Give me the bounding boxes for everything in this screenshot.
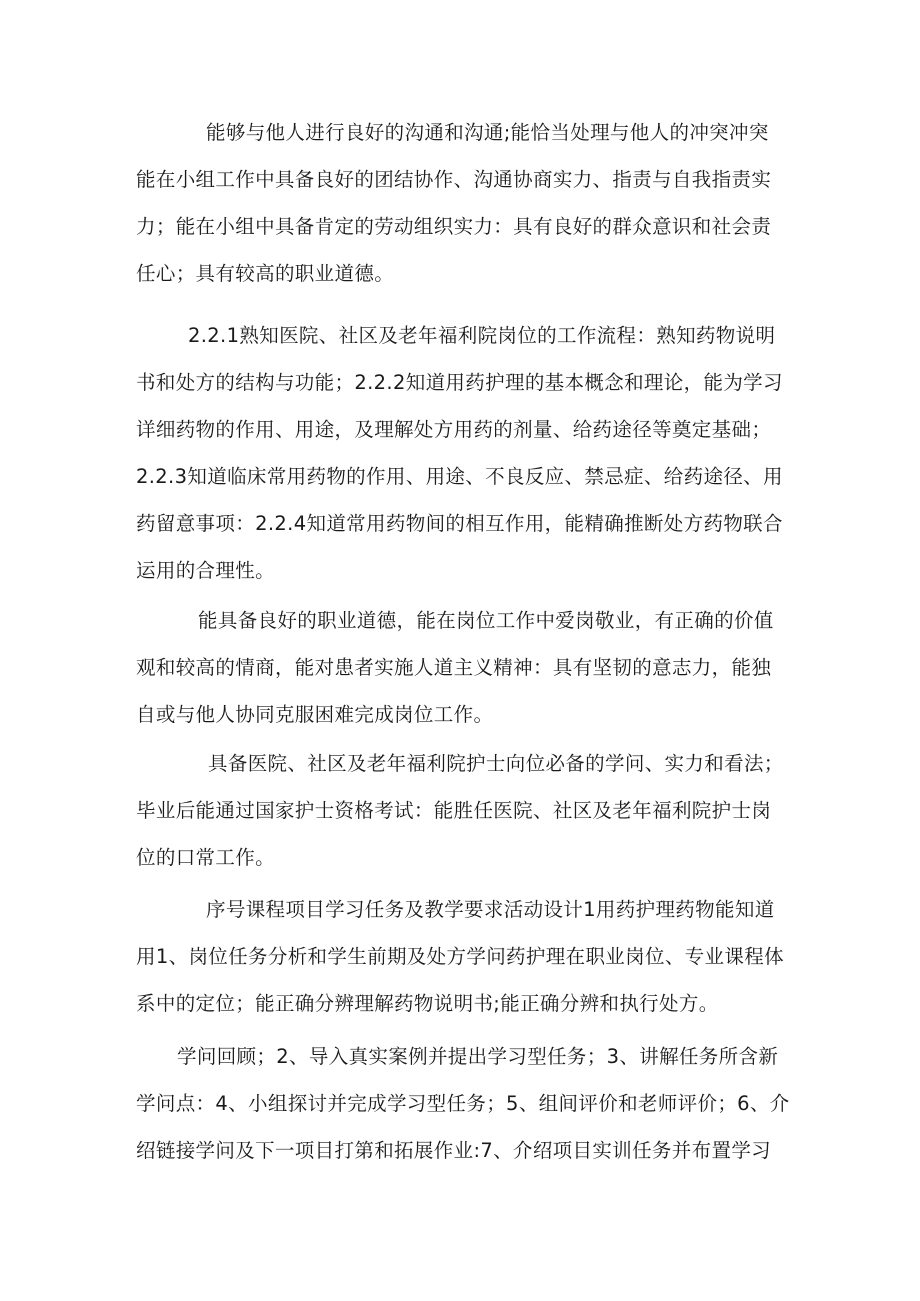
paragraph-line: 绍链接学问及下一项目打第和拓展作业:7、介绍项目实训任务并布置学习: [136, 1139, 772, 1162]
paragraph-activities: [136, 1033, 790, 1174]
paragraph-line: 自或与他人协同克服困难完成岗位工作。: [136, 703, 494, 726]
paragraph-line: 详细药物的作用、用途，及理解处方用药的剂量、给药途径等奠定基础；: [136, 418, 772, 441]
paragraph-line: 具备医院、社区及老年福利院护士向位必备的学问、实力和看法；: [208, 752, 784, 775]
paragraph-ethics: [136, 597, 786, 738]
paragraph-knowledge-goals: [136, 312, 786, 594]
paragraph-line: 用1、岗位任务分析和学生前期及处方学问药护理在职业岗位、专业课程体: [136, 945, 784, 968]
paragraph-line: 2.2.3知道临床常用药物的作用、用途、不良反应、禁忌症、给药途径、用: [136, 465, 783, 488]
paragraph-teamwork: [136, 109, 786, 297]
paragraph-line: 运用的合理性。: [136, 559, 275, 582]
paragraph-line: 力；能在小组中具备肯定的劳动组织实力：具有良好的群众意识和社会责: [136, 215, 772, 238]
paragraph-line: 位的口常工作。: [136, 846, 275, 869]
paragraph-line: 毕业后能通过国家护士资格考试：能胜任医院、社区及老年福利院护士岗: [136, 799, 772, 822]
paragraph-line: 书和处方的结构与功能；2.2.2知道用药护理的基本概念和理论，能为学习: [136, 371, 783, 394]
paragraph-line: 任心；具有较高的职业道德。: [136, 262, 395, 285]
paragraph-line: 学问点：4、小组探讨并完成学习型任务；5、组间评价和老师评价；6、介: [136, 1092, 790, 1115]
paragraph-line: 能在小组工作中具备良好的团结协作、沟通协商实力、指责与自我指责实: [136, 168, 772, 191]
paragraph-line: 能具备良好的职业道德，能在岗位工作中爱岗敬业，有正确的价值: [198, 609, 774, 632]
paragraph-line: 观和较高的情商，能对患者实施人道主义精神：具有坚韧的意志力，能独: [136, 656, 772, 679]
paragraph-line: 序号课程项目学习任务及教学要求活动设计1用药护理药物能知道: [206, 898, 775, 921]
paragraph-line: 药留意事项：2.2.4知道常用药物间的相互作用，能精确推断处方药物联合: [136, 512, 783, 535]
paragraph-line: 2.2.1熟知医院、社区及老年福利院岗位的工作流程：熟知药物说明: [188, 324, 776, 347]
paragraph-line: 系中的定位；能正确分辨理解药物说明书;能正确分辨和执行处方。: [136, 992, 719, 1015]
paragraph-line: 能够与他人进行良好的沟通和沟通;能恰当处理与他人的冲突冲突: [206, 121, 769, 144]
paragraph-course-table: [136, 886, 786, 1027]
paragraph-line: 学问回顾；2、导入真实案例并提出学习型任务；3、讲解任务所含新: [177, 1045, 779, 1068]
paragraph-qualifications: [136, 740, 786, 881]
